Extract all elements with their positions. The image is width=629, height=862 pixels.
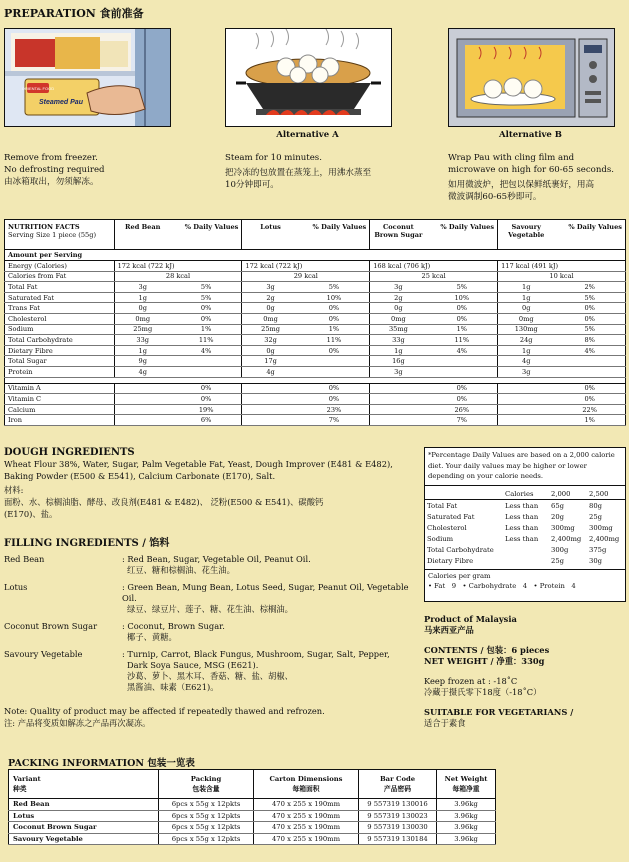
- nutrient-label: Dietary Fibre: [5, 345, 115, 356]
- vitamin-label: Iron: [5, 415, 115, 426]
- packing-title: PACKING INFORMATION 包装一览表: [8, 758, 195, 769]
- nutrient-daily-value: 11%: [299, 335, 370, 346]
- col-lotus: Lotus: [242, 220, 299, 250]
- daily-value-cell: Sodium: [427, 534, 454, 543]
- energy-value: 168 kcal (706 kJ): [370, 261, 498, 272]
- step-microwave-en-1: Wrap Pau with cling film and: [448, 153, 575, 163]
- dough-ingredients-section: [4, 447, 414, 520]
- vitamin-daily-value: 6%: [171, 415, 242, 426]
- nutrition-facts-table: [4, 219, 626, 426]
- nutrient-daily-value: 10%: [299, 292, 370, 303]
- filling-detail: [122, 649, 414, 693]
- packing-cell: 3.96kg: [437, 833, 496, 845]
- packing-header: [359, 770, 437, 799]
- filling-detail: [122, 582, 414, 615]
- nutrient-amount: 1g: [114, 345, 171, 356]
- vitamin-empty: [370, 394, 427, 405]
- nutrient-daily-value: 4%: [554, 345, 625, 356]
- filling-item: [4, 582, 414, 615]
- nutrient-daily-value: 0%: [427, 303, 498, 314]
- daily-value-cell: [503, 544, 549, 555]
- vitamin-daily-value: 22%: [554, 404, 625, 415]
- dough-title: DOUGH INGREDIENTS: [4, 447, 135, 458]
- keep-frozen-cn: 冷藏于摄氏零下18度（-18˚C）: [424, 687, 542, 697]
- alternative-b-label: Alternative B: [499, 130, 562, 140]
- packing-cell: Coconut Brown Sugar: [9, 822, 159, 834]
- nutrient-daily-value: 5%: [299, 282, 370, 293]
- energy-label: Energy (Calories): [5, 261, 115, 272]
- dough-en-1: Wheat Flour 38%, Water, Sugar, Palm Vegetable Fat, Yeast, Dough Improver (E481 & E482),: [4, 459, 393, 469]
- daily-value-cell: 2,400mg: [551, 534, 582, 543]
- nutrient-label: Trans Fat: [5, 303, 115, 314]
- vitamin-daily-value: 26%: [427, 404, 498, 415]
- nutrient-amount: 0g: [242, 303, 299, 314]
- daily-value-cell: 300mg: [551, 523, 575, 532]
- daily-value-cell: Less than: [505, 534, 539, 543]
- daily-value-row: [425, 533, 625, 544]
- daily-value-cell: 30g: [589, 556, 602, 565]
- energy-value: 172 kcal (722 kJ): [242, 261, 370, 272]
- col-dv-2: % Daily Values: [299, 220, 370, 250]
- energy-value: 172 kcal (722 kJ): [114, 261, 242, 272]
- nutrition-title: NUTRITION FACTS: [8, 223, 80, 231]
- calories-per-gram-label: Calories per gram: [428, 572, 491, 580]
- step-freezer-en-2: No defrosting required: [4, 165, 105, 175]
- packing-cell: Lotus: [9, 810, 159, 822]
- nutrient-label: Total Sugar: [5, 356, 115, 367]
- nutrient-daily-value: 0%: [171, 303, 242, 314]
- nutrient-row: [5, 366, 626, 377]
- nutrient-daily-value: 0%: [554, 313, 625, 324]
- daily-values-table: [425, 488, 625, 566]
- fat-calories-value: 25 kcal: [370, 271, 498, 282]
- badge-product: Steamed Pau: [39, 99, 83, 106]
- nutrient-daily-value: 11%: [427, 335, 498, 346]
- nutrient-amount: 4g: [114, 366, 171, 377]
- serving-size: Serving Size 1 piece (55g): [8, 231, 97, 239]
- packing-cell: 470 x 255 x 190mm: [254, 799, 359, 811]
- nutrient-row: [5, 292, 626, 303]
- col-dv-1: % Daily Values: [171, 220, 242, 250]
- nutrient-amount: 1g: [498, 292, 555, 303]
- origin-en: Product of Malaysia: [424, 614, 517, 624]
- nutrient-label: Sodium: [5, 324, 115, 335]
- daily-value-cell: Total Carbohydrate: [427, 545, 494, 554]
- packing-cell: 6pcs x 55g x 12pkts: [159, 799, 254, 811]
- vitamin-daily-value: 0%: [554, 394, 625, 405]
- vitamin-daily-value: 0%: [427, 394, 498, 405]
- nutrient-amount: 24g: [498, 335, 555, 346]
- nutrient-daily-value: [554, 366, 625, 377]
- nutrient-row: [5, 345, 626, 356]
- vegetarian-cn: 适合于素食: [424, 718, 466, 728]
- packing-header: [159, 770, 254, 799]
- vitamin-empty: [370, 415, 427, 426]
- step-steam-cn-2: 10分钟即可。: [225, 180, 279, 190]
- nutrient-label: Saturated Fat: [5, 292, 115, 303]
- nutrient-amount: 2g: [242, 292, 299, 303]
- nutrient-amount: 0mg: [498, 313, 555, 324]
- nutrient-daily-value: 11%: [171, 335, 242, 346]
- vitamin-empty: [498, 383, 555, 394]
- nutrient-row: [5, 303, 626, 314]
- nutrient-daily-value: 2%: [554, 282, 625, 293]
- nutrient-amount: 0g: [242, 345, 299, 356]
- nutrient-daily-value: 4%: [427, 345, 498, 356]
- filling-ingredients-section: [4, 534, 414, 729]
- nutrient-daily-value: [427, 366, 498, 377]
- packing-header-cn: 包装含量: [192, 785, 220, 793]
- nutrient-amount: 3g: [498, 366, 555, 377]
- filling-en: : Turnip, Carrot, Black Fungus, Mushroom, Sugar, Salt, Pepper,: [122, 649, 390, 659]
- packing-header-cn: 产品密码: [383, 785, 412, 793]
- nutrient-daily-value: 8%: [554, 335, 625, 346]
- quality-note-en: Note: Quality of product may be affected if repeatedly thawed and refrozen.: [4, 706, 325, 716]
- nutrient-amount: 17g: [242, 356, 299, 367]
- nutrient-amount: 0mg: [242, 313, 299, 324]
- nutrient-amount: 33g: [370, 335, 427, 346]
- nutrient-amount: 0g: [370, 303, 427, 314]
- filling-en: : Coconut, Brown Sugar.: [122, 621, 225, 631]
- daily-value-cell: 25g: [551, 556, 564, 565]
- nutrient-amount: 9g: [114, 356, 171, 367]
- nutrient-daily-value: [171, 356, 242, 367]
- nutrient-label: Total Carbohydrate: [5, 335, 115, 346]
- vitamin-daily-value: 19%: [171, 404, 242, 415]
- packing-cell: Red Bean: [9, 799, 159, 811]
- packing-header-en: Net Weight: [444, 775, 488, 783]
- vitamin-daily-value: 0%: [554, 383, 625, 394]
- filling-en-2: Dark Soya Sauce, MSG (E621).: [127, 660, 259, 670]
- nutrient-label: Cholesterol: [5, 313, 115, 324]
- packing-row: [9, 833, 496, 845]
- packing-cell: 3.96kg: [437, 810, 496, 822]
- packing-header-en: Bar Code: [379, 775, 416, 783]
- packing-cell: 9 557319 130030: [359, 822, 437, 834]
- vitamin-daily-value: 0%: [299, 383, 370, 394]
- nutrient-daily-value: [299, 356, 370, 367]
- nutrient-daily-value: 5%: [171, 292, 242, 303]
- vitamin-empty: [114, 415, 171, 426]
- vitamin-empty: [498, 394, 555, 405]
- daily-value-row: [425, 500, 625, 512]
- daily-value-cell: Less than: [505, 512, 539, 521]
- col-red-bean: Red Bean: [114, 220, 171, 250]
- daily-value-cell: 65g: [551, 501, 564, 510]
- filling-cn-2: 黑酱油、味素（E621)。: [127, 682, 219, 692]
- filling-title: FILLING INGREDIENTS / 馅料: [4, 538, 170, 549]
- nutrient-row: [5, 335, 626, 346]
- packing-row: [9, 810, 496, 822]
- packing-header: [254, 770, 359, 799]
- amount-per-serving: Amount per Serving: [5, 250, 626, 261]
- daily-value-cell: Cholesterol: [427, 523, 467, 532]
- vitamin-empty: [498, 415, 555, 426]
- packing-cell: 6pcs x 55g x 12pkts: [159, 833, 254, 845]
- fat-calories-value: 28 kcal: [114, 271, 242, 282]
- freezer-illustration: [4, 28, 171, 127]
- filling-cn: 绿豆、绿豆片、莲子、糖、花生油、棕榈油。: [127, 604, 293, 614]
- packing-cell: 6pcs x 55g x 12pkts: [159, 822, 254, 834]
- vitamin-empty: [114, 394, 171, 405]
- packing-row: [9, 799, 496, 811]
- dv-head-2000: 2,000: [551, 489, 571, 498]
- step-microwave-en-2: microwave on high for 60-65 seconds.: [448, 165, 614, 175]
- filling-en: : Red Bean, Sugar, Vegetable Oil, Peanut Oil.: [122, 554, 311, 564]
- daily-value-cell: Less than: [505, 523, 539, 532]
- nutrient-amount: 0mg: [114, 313, 171, 324]
- filling-detail: [122, 554, 414, 576]
- nutrient-amount: 3g: [370, 366, 427, 377]
- vitamin-daily-value: 0%: [427, 383, 498, 394]
- daily-values-note: *Percentage Daily Values are based on a 2,000 calorie diet. Your daily values may be higher or lower depending on your calorie needs.: [425, 448, 625, 486]
- vitamin-empty: [114, 404, 171, 415]
- vitamin-empty: [114, 383, 171, 394]
- dough-en-2: Baking Powder (E500 & E541), Calcium Carbonate (E170), Salt.: [4, 471, 276, 481]
- step-steam-text: [225, 152, 435, 191]
- nutrient-row: [5, 356, 626, 367]
- vegetarian-en: SUITABLE FOR VEGETARIANS /: [424, 707, 574, 717]
- nutrient-daily-value: 1%: [171, 324, 242, 335]
- packing-header-en: Carton Dimensions: [269, 775, 343, 783]
- step-microwave-cn-2: 微波调制60-65秒即可。: [448, 192, 542, 202]
- nutrient-row: [5, 282, 626, 293]
- vitamin-row: [5, 394, 626, 405]
- vitamin-empty: [242, 394, 299, 405]
- daily-value-row: [425, 544, 625, 555]
- preparation-title: PREPARATION 食前准备: [4, 7, 144, 20]
- nutrient-amount: 35mg: [370, 324, 427, 335]
- daily-value-cell: Dietary Fibre: [427, 556, 474, 565]
- packing-table: [8, 769, 496, 845]
- fat-calories-value: 10 kcal: [498, 271, 626, 282]
- nutrient-daily-value: 5%: [427, 282, 498, 293]
- dough-cn-label: 材料:: [4, 485, 24, 495]
- vitamin-daily-value: 0%: [299, 394, 370, 405]
- packing-header-en: Variant: [13, 775, 41, 783]
- nutrient-daily-value: 5%: [171, 282, 242, 293]
- packing-header-cn: 每箱净重: [452, 785, 480, 793]
- step-microwave-cn-1: 如用微波炉，把包以保鲜纸裹好，用高: [448, 180, 595, 190]
- vitamin-empty: [370, 383, 427, 394]
- daily-value-cell: 2,400mg: [589, 534, 620, 543]
- dv-head-calories: Calories: [505, 489, 534, 498]
- packing-row: [9, 822, 496, 834]
- nutrient-amount: 16g: [370, 356, 427, 367]
- nutrient-amount: 3g: [370, 282, 427, 293]
- net-weight: NET WEIGHT / 净重：330g: [424, 656, 545, 666]
- fat-calories-row: [5, 271, 626, 282]
- dough-cn-1: 面粉、水、棕榈油脂、酵母、改良剂(E481 & E482)、 泛粉(E500 & E541)、碳酸钙: [4, 497, 324, 507]
- vitamin-daily-value: 7%: [427, 415, 498, 426]
- filling-name: Lotus: [4, 582, 28, 592]
- nutrient-row: [5, 324, 626, 335]
- contents: CONTENTS / 包装：6 pieces: [424, 645, 550, 655]
- nutrient-daily-value: 0%: [299, 303, 370, 314]
- vitamin-daily-value: 23%: [299, 404, 370, 415]
- step-steam-cn-1: 把冷冻的包放置在蒸笼上，用沸水蒸至: [225, 168, 372, 178]
- vitamin-empty: [242, 404, 299, 415]
- vitamin-row: [5, 404, 626, 415]
- daily-value-cell: 25g: [589, 512, 602, 521]
- vitamin-empty: [242, 415, 299, 426]
- daily-value-cell: 375g: [589, 545, 607, 554]
- daily-value-row: [425, 555, 625, 566]
- quality-note-cn: 注: 产品将变质如解冻之产品再次凝冻。: [4, 718, 151, 728]
- daily-value-cell: 80g: [589, 501, 602, 510]
- packing-header: [437, 770, 496, 799]
- daily-value-cell: 300g: [551, 545, 569, 554]
- filling-name: Coconut Brown Sugar: [4, 621, 98, 631]
- nutrient-daily-value: 0%: [299, 313, 370, 324]
- step-freezer-text: [4, 152, 214, 188]
- packing-cell: 470 x 255 x 190mm: [254, 822, 359, 834]
- nutrient-amount: 0g: [114, 303, 171, 314]
- daily-values-box: [424, 447, 626, 602]
- filling-cn: 红豆、糖和棕榈油、花生油。: [127, 565, 235, 575]
- vitamin-daily-value: 1%: [554, 415, 625, 426]
- microwave-illustration: [448, 28, 615, 127]
- nutrient-daily-value: [554, 356, 625, 367]
- filling-item: [4, 649, 414, 693]
- nutrient-amount: 32g: [242, 335, 299, 346]
- nutrient-amount: 0mg: [370, 313, 427, 324]
- packing-cell: 3.96kg: [437, 822, 496, 834]
- nutrient-amount: 3g: [114, 282, 171, 293]
- nutrient-daily-value: [171, 366, 242, 377]
- packing-cell: 470 x 255 x 190mm: [254, 833, 359, 845]
- daily-value-cell: Total Fat: [427, 501, 458, 510]
- filling-item: [4, 621, 414, 643]
- badge-brand: ORIENTAL FOOD: [21, 86, 55, 91]
- step-microwave-text: [448, 152, 628, 203]
- packing-header-en: Packing: [190, 775, 222, 783]
- daily-value-row: [425, 522, 625, 533]
- packing-cell: 9 557319 130023: [359, 810, 437, 822]
- packing-cell: 3.96kg: [437, 799, 496, 811]
- fat-calories-value: 29 kcal: [242, 271, 370, 282]
- packing-cell: 6pcs x 55g x 12pkts: [159, 810, 254, 822]
- vitamin-empty: [370, 404, 427, 415]
- nutrient-amount: 33g: [114, 335, 171, 346]
- daily-value-row: [425, 511, 625, 522]
- step-freezer-cn: 由冰箱取出，勿须解冻。: [4, 177, 99, 187]
- packing-header-cn: 种类: [13, 785, 27, 793]
- col-savoury-vegetable: Savoury Vegetable: [498, 220, 555, 250]
- nutrient-amount: 4g: [242, 366, 299, 377]
- col-coconut-brown-sugar: Coconut Brown Sugar: [370, 220, 427, 250]
- filling-item: [4, 554, 414, 576]
- nutrient-amount: 1g: [498, 345, 555, 356]
- nutrient-amount: 1g: [370, 345, 427, 356]
- filling-name: Red Bean: [4, 554, 45, 564]
- daily-value-cell: Less than: [505, 501, 539, 510]
- vitamin-daily-value: 7%: [299, 415, 370, 426]
- nutrient-daily-value: [427, 356, 498, 367]
- nutrient-amount: 25mg: [114, 324, 171, 335]
- nutrient-amount: 0g: [498, 303, 555, 314]
- filling-cn: 沙葛、萝卜、黑木耳、香菇、糖、盐、胡椒、: [127, 671, 293, 681]
- nutrient-label: Protein: [5, 366, 115, 377]
- origin-cn: 马来西亚产品: [424, 625, 474, 635]
- steamer-illustration: [225, 28, 392, 127]
- vitamin-empty: [242, 383, 299, 394]
- nutrient-amount: 1g: [498, 282, 555, 293]
- filling-en: : Green Bean, Mung Bean, Lotus Seed, Sugar, Peanut Oil, Vegetable Oil.: [122, 582, 409, 603]
- nutrient-daily-value: 0%: [299, 345, 370, 356]
- product-info: [424, 614, 624, 729]
- nutrient-daily-value: 5%: [554, 292, 625, 303]
- nutrient-daily-value: 0%: [554, 303, 625, 314]
- daily-value-cell: [503, 555, 549, 566]
- nutrient-daily-value: 1%: [299, 324, 370, 335]
- filling-cn: 椰子、黄糖。: [127, 632, 177, 642]
- nutrient-daily-value: 0%: [427, 313, 498, 324]
- filling-name: Savoury Vegetable: [4, 649, 83, 659]
- fat-calories-label: Calories from Fat: [5, 271, 115, 282]
- dough-cn-2: (E170)、盐。: [4, 509, 58, 519]
- step-freezer-en-1: Remove from freezer.: [4, 153, 98, 163]
- nutrition-title-cell: [5, 220, 115, 250]
- vitamin-empty: [498, 404, 555, 415]
- nutrient-daily-value: 1%: [427, 324, 498, 335]
- nutrient-amount: 130mg: [498, 324, 555, 335]
- vitamin-row: [5, 415, 626, 426]
- col-dv-4: % Daily Values: [554, 220, 625, 250]
- vitamin-row: [5, 383, 626, 394]
- keep-frozen: Keep frozen at : -18˚C: [424, 676, 518, 686]
- packing-header: [9, 770, 159, 799]
- col-dv-3: % Daily Values: [427, 220, 498, 250]
- nutrient-daily-value: 4%: [171, 345, 242, 356]
- nutrient-amount: 3g: [242, 282, 299, 293]
- nutrient-amount: 25mg: [242, 324, 299, 335]
- daily-value-cell: Saturated Fat: [427, 512, 475, 521]
- daily-value-cell: 300mg: [589, 523, 613, 532]
- nutrient-label: Total Fat: [5, 282, 115, 293]
- energy-row: [5, 261, 626, 272]
- packing-cell: 9 557319 130184: [359, 833, 437, 845]
- nutrient-row: [5, 313, 626, 324]
- step-steam-en: Steam for 10 minutes.: [225, 153, 322, 163]
- daily-value-cell: 20g: [551, 512, 564, 521]
- vitamin-label: Vitamin C: [5, 394, 115, 405]
- alternative-a-label: Alternative A: [276, 130, 339, 140]
- calories-per-gram-values: • Fat 9 • Carbohydrate 4 • Protein 4: [428, 582, 576, 590]
- packing-cell: Savoury Vegetable: [9, 833, 159, 845]
- packing-header-cn: 每箱面积: [292, 785, 320, 793]
- dv-head-2500: 2,500: [589, 489, 609, 498]
- vitamin-label: Vitamin A: [5, 383, 115, 394]
- nutrient-daily-value: 0%: [171, 313, 242, 324]
- nutrient-amount: 1g: [114, 292, 171, 303]
- nutrient-daily-value: 10%: [427, 292, 498, 303]
- vitamin-daily-value: 0%: [171, 394, 242, 405]
- packing-cell: 9 557319 130016: [359, 799, 437, 811]
- packing-cell: 470 x 255 x 190mm: [254, 810, 359, 822]
- nutrient-amount: 4g: [498, 356, 555, 367]
- energy-value: 117 kcal (491 kJ): [498, 261, 626, 272]
- nutrient-daily-value: 5%: [554, 324, 625, 335]
- vitamin-daily-value: 0%: [171, 383, 242, 394]
- nutrient-amount: 2g: [370, 292, 427, 303]
- vitamin-label: Calcium: [5, 404, 115, 415]
- filling-detail: [122, 621, 414, 643]
- nutrient-daily-value: [299, 366, 370, 377]
